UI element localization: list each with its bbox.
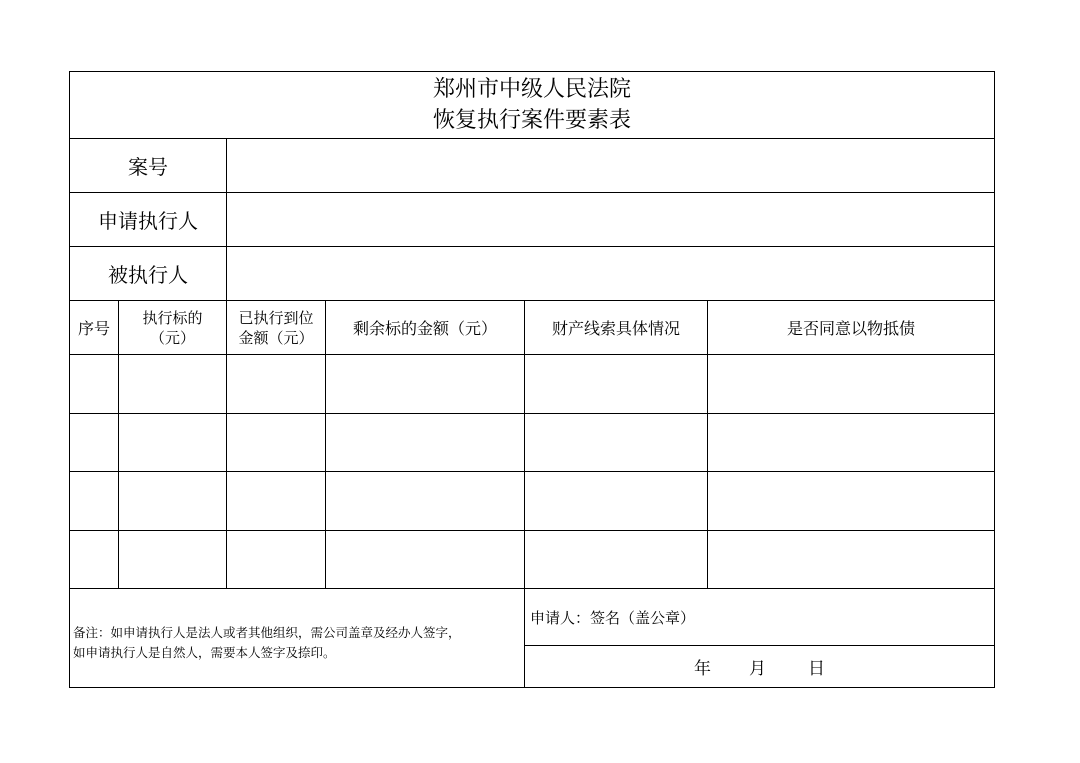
column-header-property-clues: 财产线索具体情况 — [551, 319, 680, 338]
remarks-line-1: 备注：如申请执行人是法人或者其他组织，需公司盖章及经办人签字， — [73, 625, 461, 640]
applicant-signature[interactable]: 申请人：签名（盖公章） — [530, 608, 696, 627]
date-month: 月 — [749, 659, 766, 679]
table-row[interactable] — [70, 355, 994, 413]
respondent-label: 被执行人 — [108, 263, 188, 287]
case-number-label: 案号 — [128, 155, 168, 179]
table-row[interactable] — [70, 531, 994, 588]
remarks-line-2: 如申请执行人是自然人，需要本人签字及捺印。 — [73, 645, 336, 660]
column-header-debt-offset-consent: 是否同意以物抵债 — [786, 319, 915, 338]
column-header-remaining-amount: 剩余标的金额（元） — [352, 319, 497, 338]
table-row[interactable] — [70, 414, 994, 471]
form-title-block — [70, 72, 994, 138]
applicant-label: 申请执行人 — [98, 209, 198, 233]
column-header-serial: 序号 — [77, 319, 110, 338]
table-row[interactable] — [70, 472, 994, 530]
respondent-field[interactable] — [227, 247, 994, 300]
date-year: 年 — [694, 659, 711, 679]
date-day: 日 — [808, 659, 825, 679]
column-header-executed-amount: 已执行到位 金额（元） — [238, 308, 314, 347]
court-name: 郑州市中级人民法院 — [432, 77, 631, 102]
case-elements-form — [69, 71, 995, 688]
form-title: 恢复执行案件要素表 — [432, 108, 631, 133]
applicant-field[interactable] — [227, 193, 994, 246]
case-number-field[interactable] — [227, 139, 994, 192]
column-header-target-amount: 执行标的 （元） — [142, 308, 203, 347]
signature-date[interactable] — [525, 646, 994, 687]
remarks-note — [70, 589, 524, 687]
